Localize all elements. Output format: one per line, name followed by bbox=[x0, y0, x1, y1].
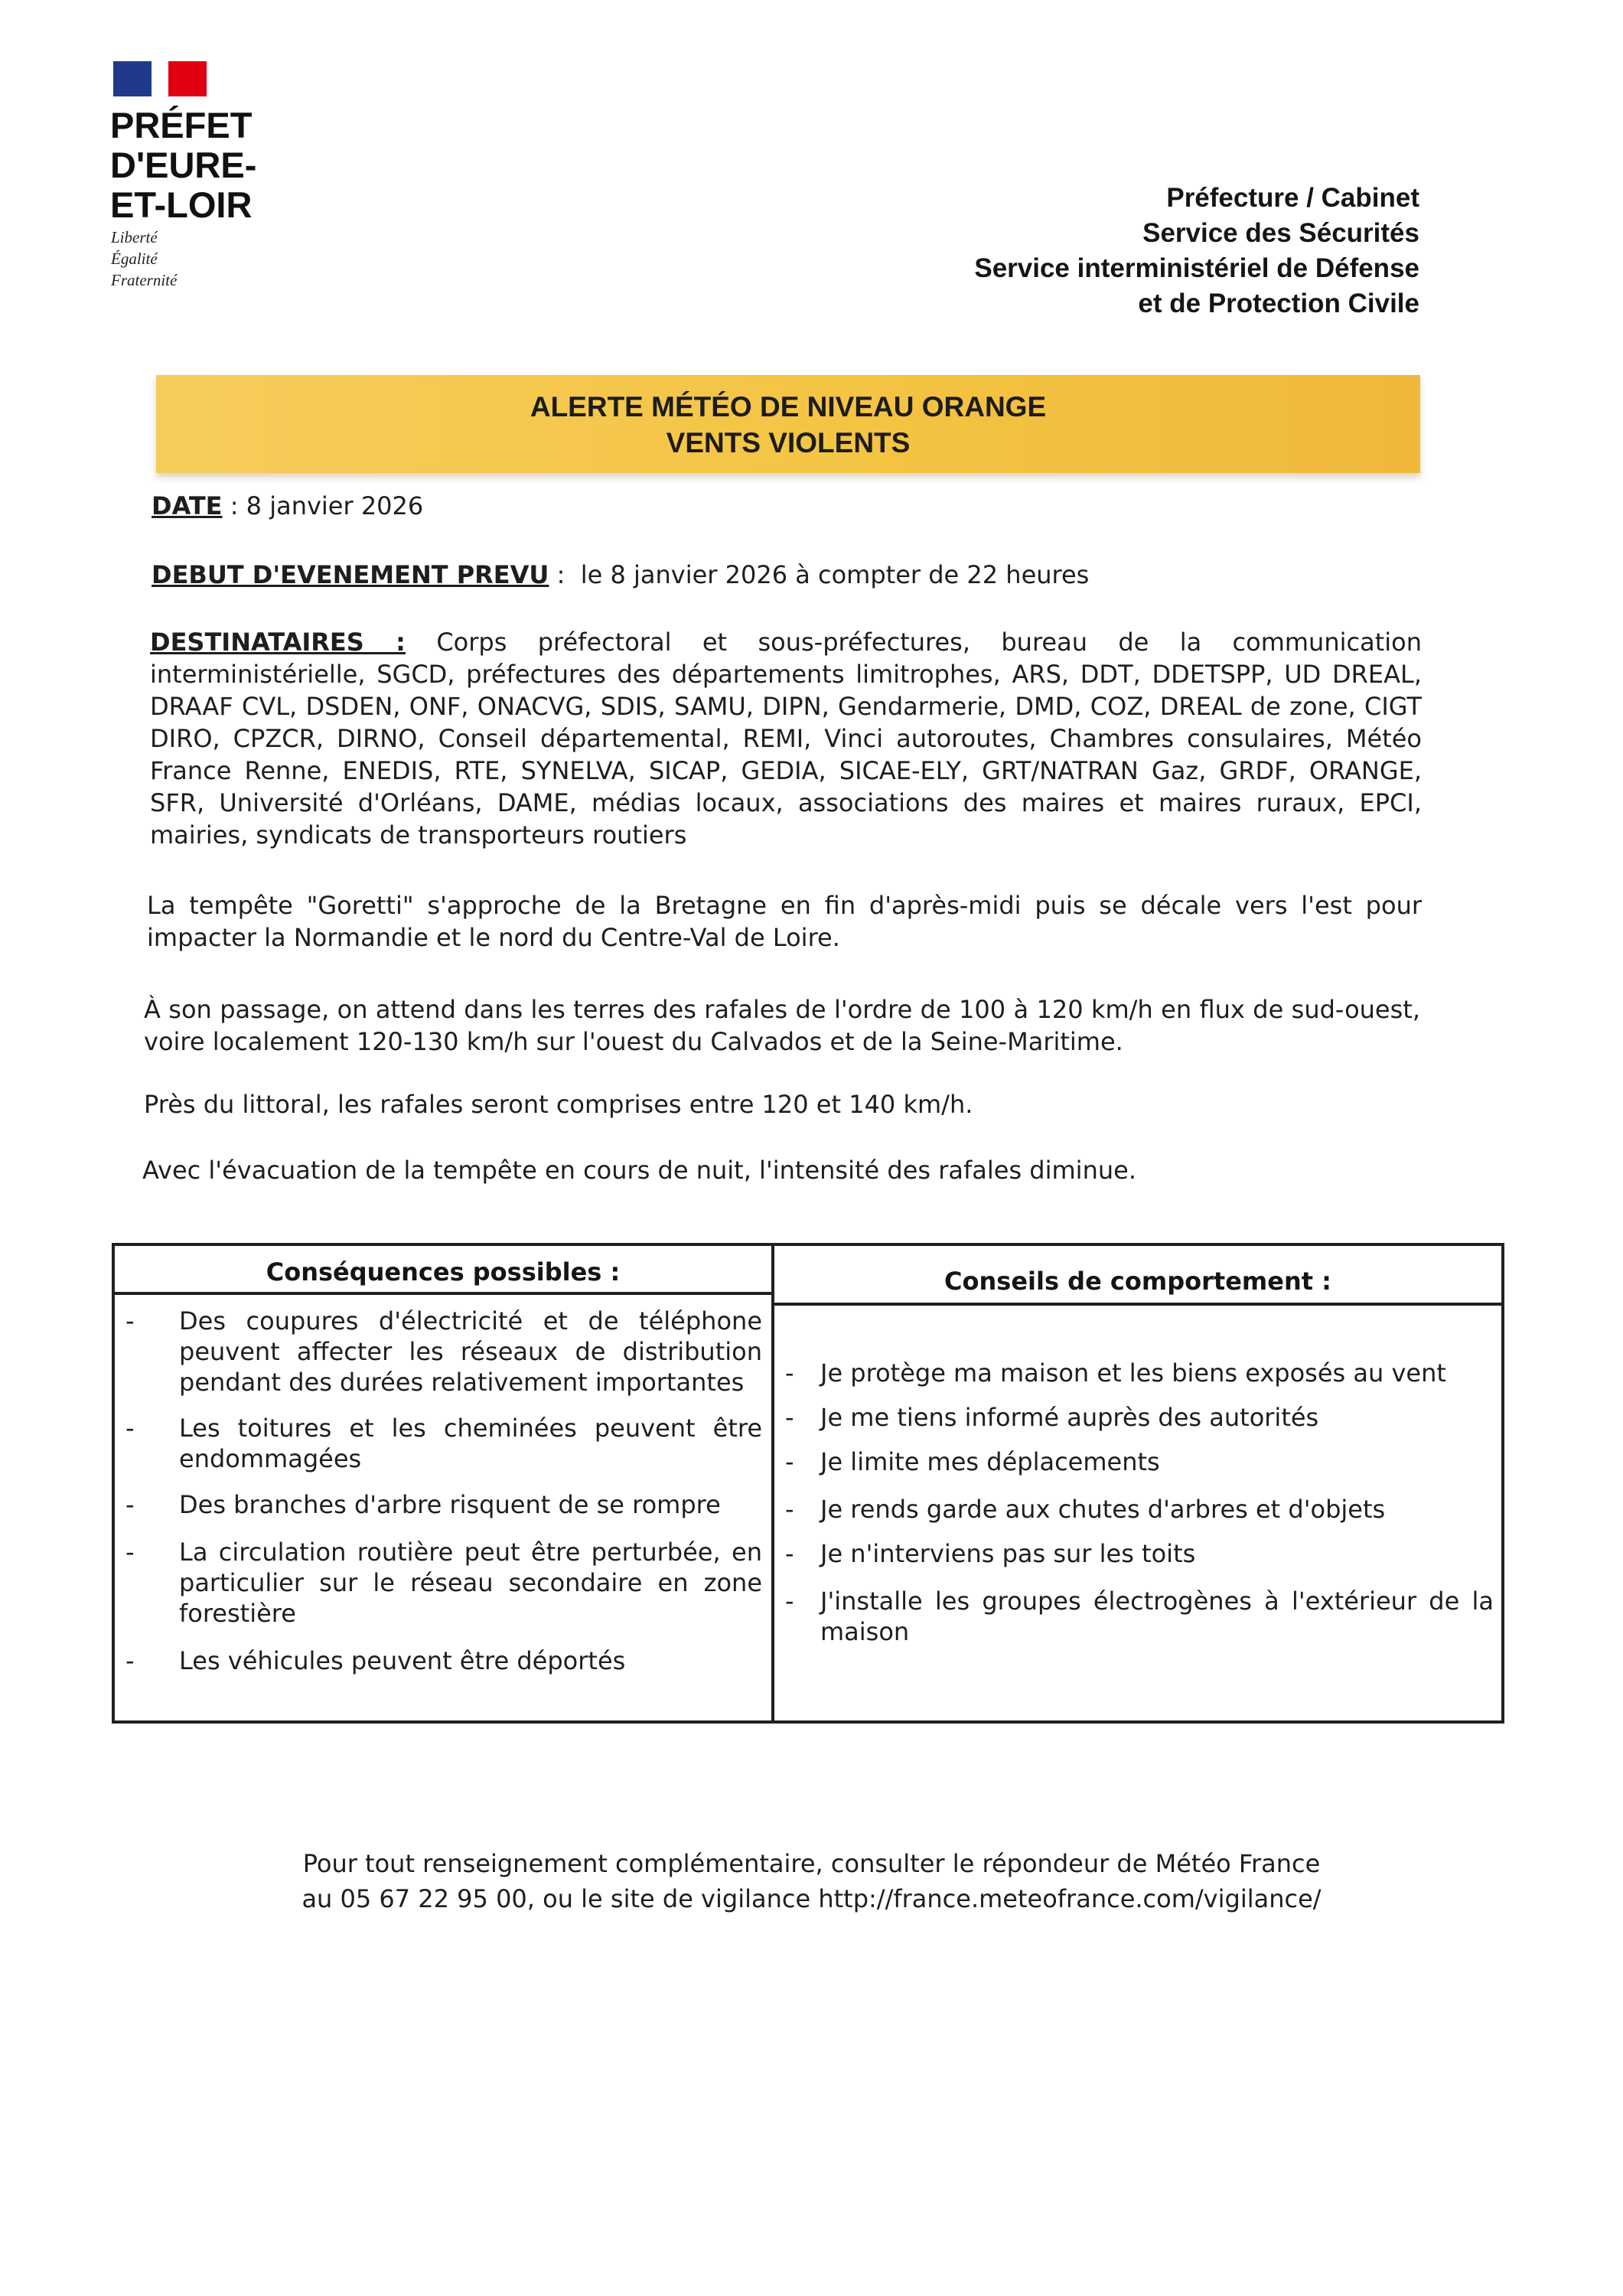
event-start-line: DEBUT D'EVENEMENT PREVU : le 8 janvier 2026 à compter de 22 heures bbox=[152, 560, 1090, 589]
service-line: Préfecture / Cabinet bbox=[1166, 183, 1419, 213]
list-item bbox=[115, 1489, 771, 1520]
list-item bbox=[115, 1413, 771, 1474]
evacuation-paragraph: Avec l'évacuation de la tempête en cours de nuit, l'intensité des rafales diminue. bbox=[142, 1156, 1136, 1185]
list-item bbox=[115, 1537, 771, 1629]
motto-line: Égalité bbox=[111, 249, 158, 268]
bullet-dash: - bbox=[125, 1646, 135, 1675]
advice-text: Je limite mes déplacements bbox=[820, 1447, 1160, 1476]
event-start-label: DEBUT D'EVENEMENT PREVU bbox=[152, 560, 549, 589]
advice-list bbox=[774, 1358, 1501, 1647]
bullet-dash: - bbox=[125, 1490, 135, 1519]
advice-header-rule bbox=[774, 1303, 1501, 1306]
advice-text: Je me tiens informé auprès des autorités bbox=[820, 1403, 1319, 1432]
alert-level-line: ALERTE MÉTÉO DE NIVEAU ORANGE bbox=[530, 391, 1047, 422]
list-item bbox=[774, 1446, 1501, 1477]
advice-text: Je n'interviens pas sur les toits bbox=[820, 1539, 1196, 1568]
consequence-text: La circulation routière peut être perturbée, en particulier sur le réseau secondaire en zone forestière bbox=[179, 1538, 762, 1628]
motto-line: Fraternité bbox=[111, 271, 178, 289]
list-item bbox=[115, 1645, 771, 1676]
footer-contact bbox=[0, 1846, 1623, 1916]
service-header bbox=[974, 181, 1419, 321]
prefet-line: D'EURE- bbox=[110, 145, 257, 185]
flag-red-band bbox=[168, 61, 207, 96]
bullet-dash: - bbox=[785, 1539, 794, 1568]
list-item bbox=[774, 1494, 1501, 1525]
consequence-text: Des branches d'arbre risquent de se rompre bbox=[179, 1490, 721, 1519]
motto-line: Liberté bbox=[111, 228, 158, 246]
alert-banner-title bbox=[156, 389, 1420, 461]
storm-paragraph: La tempête "Goretti" s'approche de la Bretagne en fin d'après-midi puis se décale vers l'est pour impacter la Normandie et le nord du Centre-Val de Loire. bbox=[147, 891, 1422, 952]
advice-text: Je rends garde aux chutes d'arbres et d'objets bbox=[820, 1495, 1386, 1524]
advice-table bbox=[112, 1243, 1504, 1724]
prefet-line: PRÉFET bbox=[110, 105, 253, 145]
flag-white-band bbox=[152, 61, 168, 96]
consequences-header-rule bbox=[115, 1292, 771, 1295]
republic-motto bbox=[111, 227, 177, 291]
gusts-paragraph: À son passage, on attend dans les terres des rafales de l'ordre de 100 à 120 km/h en flux de sud-ouest, voire localement 120-130 km/h sur l'ouest du Calvados et de la Seine-Maritime. bbox=[144, 995, 1420, 1056]
footer-line: Pour tout renseignement complémentaire, consulter le répondeur de Météo France bbox=[302, 1849, 1321, 1878]
list-item bbox=[115, 1306, 771, 1397]
footer-line: au 05 67 22 95 00, ou le site de vigilance http://france.meteofrance.com/vigilance/ bbox=[301, 1884, 1322, 1913]
flag-blue-band bbox=[113, 61, 152, 96]
bullet-dash: - bbox=[785, 1495, 794, 1524]
prefet-line: ET-LOIR bbox=[110, 184, 253, 225]
bullet-dash: - bbox=[125, 1306, 135, 1336]
bullet-dash: - bbox=[125, 1414, 135, 1443]
list-item bbox=[774, 1586, 1501, 1647]
advice-text: J'installe les groupes électrogènes à l'extérieur de la maison bbox=[820, 1587, 1494, 1646]
bullet-dash: - bbox=[785, 1587, 794, 1616]
consequence-text: Des coupures d'électricité et de téléphone peuvent affecter les réseaux de distribution pendant des durées relativement importantes bbox=[179, 1306, 762, 1397]
event-start-value: le 8 janvier 2026 à compter de 22 heures bbox=[580, 560, 1090, 589]
advice-text: Je protège ma maison et les biens exposés au vent bbox=[820, 1358, 1446, 1388]
list-item bbox=[774, 1402, 1501, 1433]
bullet-dash: - bbox=[785, 1403, 794, 1432]
advice-header: Conseils de comportement : bbox=[944, 1267, 1331, 1296]
alert-banner bbox=[156, 375, 1420, 473]
recipients-text: Corps préfectoral et sous-préfectures, bureau de la communication interministérielle, SGCD, préfectures des départements limitrophes, ARS, DDT, DDETSPP, UD DREAL, DRAAF CVL, DSDEN, ONF, ONACVG, SDIS, SAMU, DIPN, Gendarmerie, DMD, COZ, DREAL de zone, CIGT DIRO, CPZCR, DIRNO, Conseil départemental, REMI, Vinci autoroutes, Chambres consulaires, Météo France Renne, ENEDIS, RTE, SYNELVA, SICAP, GEDIA, SICAE-ELY, GRT/NATRAN Gaz, GRDF, ORANGE, SFR, Université d'Orléans, DAME, médias locaux, associations des maires et maires ruraux, EPCI, mairies, syndicats de transporteurs routiers bbox=[150, 628, 1423, 850]
service-line: et de Protection Civile bbox=[1138, 289, 1419, 318]
bullet-dash: - bbox=[785, 1358, 794, 1388]
recipients-label: DESTINATAIRES : bbox=[150, 628, 406, 657]
date-label: DATE bbox=[152, 491, 223, 520]
bullet-dash: - bbox=[785, 1447, 794, 1476]
consequences-list bbox=[115, 1306, 771, 1676]
bullet-dash: - bbox=[125, 1538, 135, 1567]
service-line: Service des Sécurités bbox=[1142, 218, 1419, 248]
date-line: DATE : 8 janvier 2026 bbox=[152, 491, 424, 520]
consequence-text: Les véhicules peuvent être déportés bbox=[179, 1646, 626, 1675]
service-line: Service interministériel de Défense bbox=[974, 253, 1419, 283]
list-item bbox=[774, 1538, 1501, 1569]
coast-paragraph: Près du littoral, les rafales seront comprises entre 120 et 140 km/h. bbox=[144, 1090, 973, 1119]
date-value: 8 janvier 2026 bbox=[246, 491, 424, 520]
republique-francaise-flag-logo bbox=[113, 61, 207, 96]
recipients-paragraph bbox=[150, 626, 1422, 851]
alert-type-line: VENTS VIOLENTS bbox=[666, 427, 911, 458]
consequence-text: Les toitures et les cheminées peuvent être endommagées bbox=[179, 1414, 762, 1473]
consequences-header: Conséquences possibles : bbox=[266, 1257, 621, 1287]
prefet-title bbox=[110, 106, 256, 225]
list-item bbox=[774, 1358, 1501, 1388]
